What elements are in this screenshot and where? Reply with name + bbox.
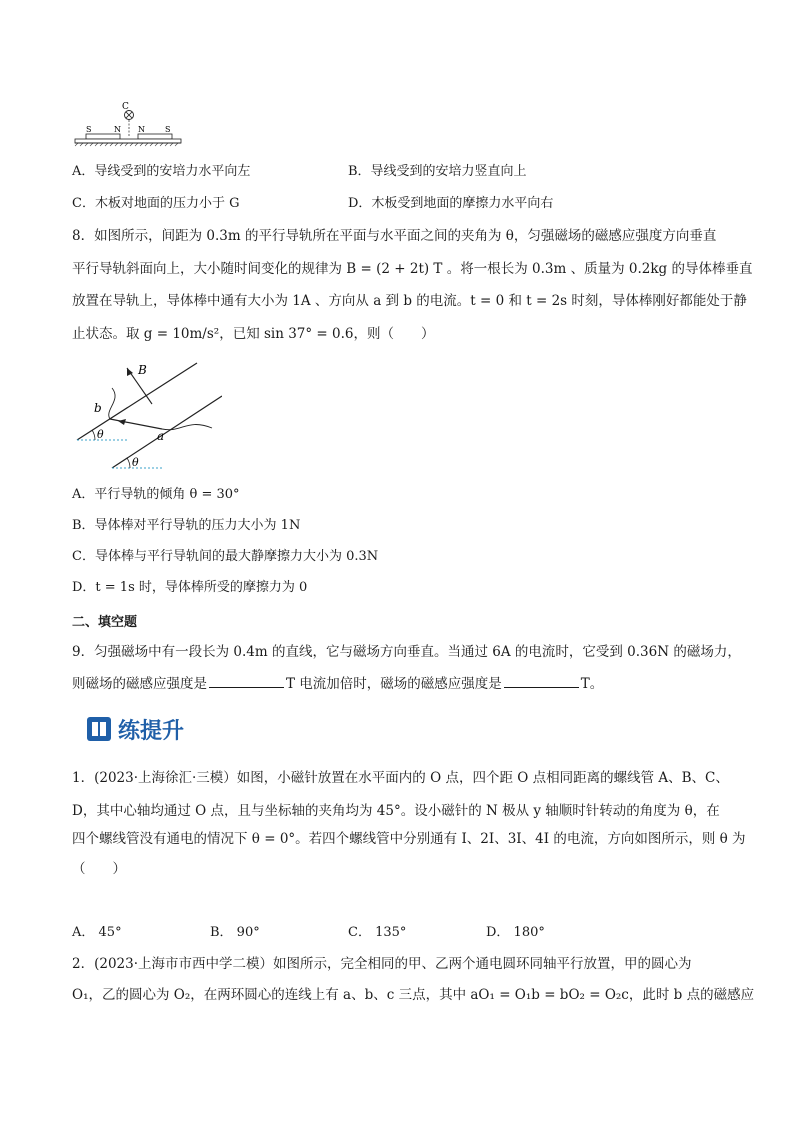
answer-blank-1[interactable] [209,675,284,688]
left-magnet [86,134,120,139]
theta-label-2: θ [132,456,139,469]
current-arrow-icon [118,419,126,425]
theta-label-1: θ [97,428,104,441]
magnet-pole-n-left: N [114,125,121,134]
wire-c-label: C [122,102,129,112]
wood-board [75,139,181,143]
q9-text-line1: 9．匀强磁场中有一段长为 0.4m 的直线，它与磁场方向垂直。当通过 6A 的电流时，它受到 0.36N 的磁场力， [72,644,741,660]
p2-text-line2: O₁，乙的圆心为 O₂，在两环圆心的连线上有 a、b、c 三点，其中 aO₁ = O₁b = bO₂ = O₂c，此时 b 点的磁感应 [72,987,755,1003]
magnet-pole-s-left: S [86,125,92,134]
book-icon [86,716,112,742]
banner-title: 练提升 [118,719,185,744]
q8-text-line3: 放置在导轨上，导体棒中通有大小为 1A 、方向从 a 到 b 的电流。t = 0 和 t = 2s 时刻，导体棒刚好都能处于静 [72,293,747,309]
p2-text-line1: 2．(2023·上海市市西中学二模）如图所示，完全相同的甲、乙两个通电圆环同轴平行放置，甲的圆心为 [72,956,692,972]
answer-blank-2[interactable] [504,675,579,688]
section-heading-fill-blank: 二、填空题 [72,615,138,630]
right-magnet [138,134,172,139]
p1-text-line4: （ ） [72,861,126,877]
lead-wire-a [162,424,212,429]
q9-text-part3: T。 [580,676,604,692]
point-a-label: a [157,429,165,443]
magnet-board-figure [72,100,184,154]
q8-text-line1: 8．如图所示，间距为 0.3m 的平行导轨所在平面与水平面之间的夹角为 θ，匀强磁场的磁感应强度方向垂直 [72,228,717,244]
p1-option-c: C． 135° [348,925,407,940]
b-field-label: B [138,363,147,377]
q7-option-d: D．木板受到地面的摩擦力水平向右 [348,196,554,211]
q7-option-c: C．木板对地面的压力小于 G [72,196,240,211]
q8-option-d: D．t = 1s 时，导体棒所受的摩擦力为 0 [72,580,308,595]
p1-text-line1: 1．(2023·上海徐汇·三模）如图，小磁针放置在水平面内的 O 点，四个距 O 点相同距离的螺线管 A、B、C、 [72,770,729,786]
magnet-pole-s-right: S [165,125,171,134]
q8-text-line2: 平行导轨斜面向上，大小随时间变化的规律为 B = (2 + 2t) T 。将一根长为 0.3m 、质量为 0.2kg 的导体棒垂直 [72,261,753,277]
inclined-rails-figure [72,358,222,473]
q8-option-c: C．导体棒与平行导轨间的最大静摩擦力大小为 0.3N [72,549,379,564]
p1-option-a: A． 45° [72,925,122,940]
lead-wire-b [109,388,115,419]
magnet-pole-n-right: N [138,125,145,134]
q8-option-b: B．导体棒对平行导轨的压力大小为 1N [72,518,301,533]
q7-option-a: A．导线受到的安培力水平向左 [72,164,251,179]
q9-text-part2: T 电流加倍时，磁场的磁感应强度是 [286,676,502,692]
p1-option-b: B． 90° [210,925,260,940]
q9-text-part1: 则磁场的磁感应强度是 [72,676,207,692]
q9-text-line2 [72,675,603,693]
q7-option-b: B．导线受到的安培力竖直向上 [348,164,527,179]
q8-text-line4: 止状态。取 g = 10m/s²，已知 sin 37° = 0.6，则（ ） [72,326,435,342]
p1-option-d: D． 180° [486,925,545,940]
conductor-rod [110,419,162,429]
p1-text-line2: D，其中心轴均通过 O 点，且与坐标轴的夹角均为 45°。设小磁针的 N 极从 y 轴顺时针转动的角度为 θ，在 [72,803,720,819]
point-b-label: b [94,401,102,415]
q8-option-a: A．平行导轨的倾角 θ = 30° [72,487,240,502]
p1-text-line3: 四个螺线管没有通电的情况下 θ = 0°。若四个螺线管中分别通有 I、2I、3I、4I 的电流，方向如图所示，则 θ 为 [72,831,746,847]
